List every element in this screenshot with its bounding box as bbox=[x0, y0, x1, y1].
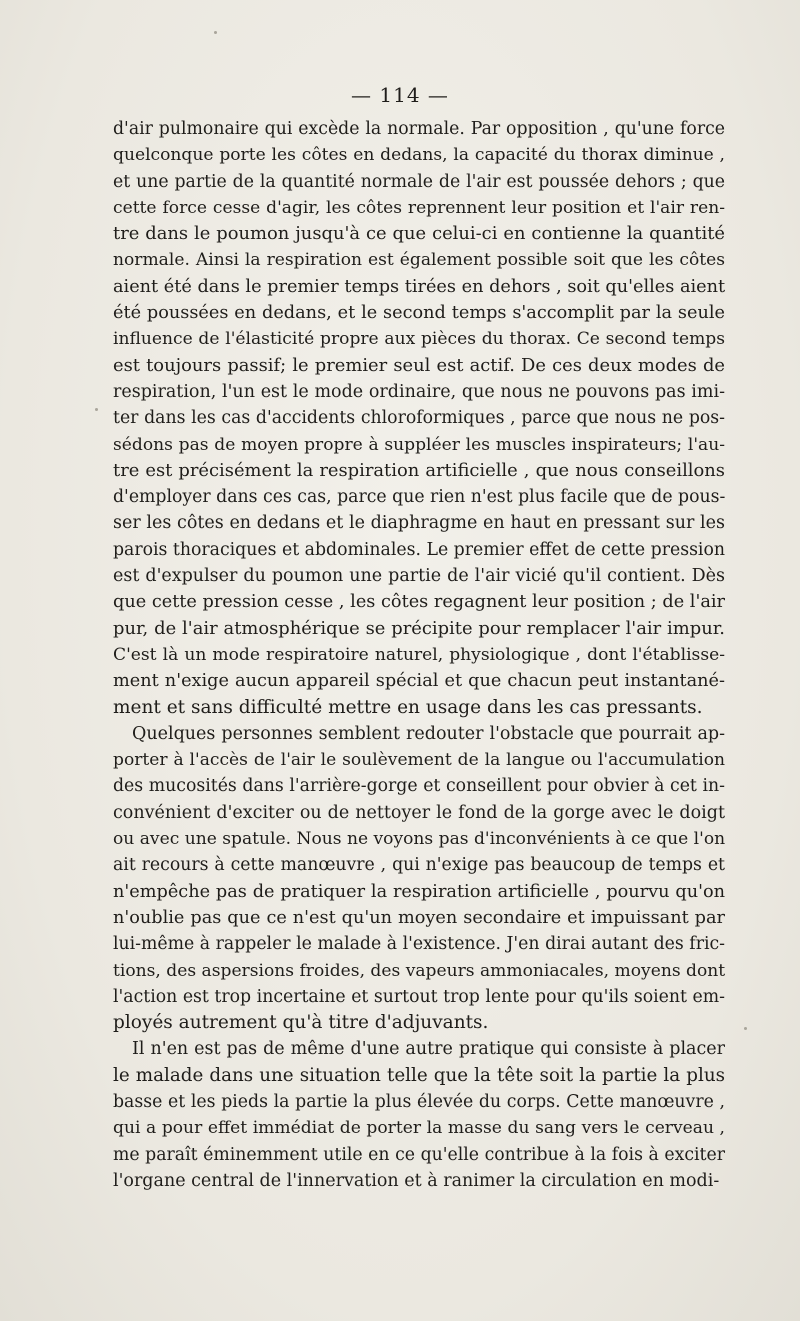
text-line: respiration, l'un est le mode ordinaire, que nous ne pouvons pas imi- bbox=[113, 381, 725, 402]
text-line: convénient d'exciter ou de nettoyer le fond de la gorge avec le doigt bbox=[113, 802, 725, 823]
text-line: le malade dans une situation telle que la tête soit la partie la plus bbox=[113, 1064, 725, 1086]
text-line: ment et sans difficulté mettre en usage dans les cas pressants. bbox=[113, 696, 703, 718]
text-line: tions, des aspersions froides, des vapeurs ammoniacales, moyens dont bbox=[113, 960, 726, 981]
text-line: me paraît éminemment utile en ce qu'elle contribue à la fois à exciter bbox=[113, 1144, 725, 1165]
paper-speck bbox=[744, 1027, 747, 1030]
text-line: parois thoraciques et abdominales. Le premier effet de cette pression bbox=[113, 539, 725, 560]
text-line: n'oublie pas que ce n'est qu'un moyen secondaire et impuissant par bbox=[113, 907, 725, 928]
text-line: ployés autrement qu'à titre d'adjuvants. bbox=[113, 1012, 489, 1034]
text-line: Quelques personnes semblent redouter l'obstacle que pourrait ap- bbox=[132, 723, 725, 744]
text-line: pur, de l'air atmosphérique se précipite pour remplacer l'air impur. bbox=[113, 617, 725, 639]
text-line: tre dans le poumon jusqu'à ce que celui-ci en contienne la quantité bbox=[113, 223, 725, 245]
text-line: d'air pulmonaire qui excède la normale. Par opposition , qu'une force bbox=[113, 119, 725, 139]
text-line: tre est précisément la respiration artificielle , que nous conseillons bbox=[113, 459, 725, 481]
text-line: est toujours passif; le premier seul est actif. De ces deux modes de bbox=[113, 354, 725, 376]
text-line: n'empêche pas de pratiquer la respiration artificielle , pourvu qu'on bbox=[113, 881, 725, 902]
text-line: normale. Ainsi la respiration est également possible soit que les côtes bbox=[113, 250, 725, 271]
text-line: d'employer dans ces cas, parce que rien n'est plus facile que de pous- bbox=[113, 487, 726, 508]
text-line: influence de l'élasticité propre aux pièces du thorax. Ce second temps bbox=[113, 329, 725, 350]
text-line: l'action est trop incertaine et surtout trop lente pour qu'ils soient em- bbox=[113, 986, 725, 1007]
body-text bbox=[113, 116, 725, 1194]
text-line: et une partie de la quantité normale de l'air est poussée dehors ; que bbox=[113, 171, 725, 192]
text-line: basse et les pieds la partie la plus élevée du corps. Cette manœuvre , bbox=[113, 1091, 725, 1112]
text-line: ou avec une spatule. Nous ne voyons pas d'inconvénients à ce que l'on bbox=[113, 829, 726, 850]
text-line: ser les côtes en dedans et le diaphragme en haut en pressant sur les bbox=[113, 513, 725, 534]
text-line: lui-même à rappeler le malade à l'existence. J'en dirai autant des fric- bbox=[113, 934, 725, 955]
text-line: été poussées en dedans, et le second temps s'accomplit par la seule bbox=[113, 303, 725, 324]
text-line: des mucosités dans l'arrière-gorge et conseillent pour obvier à cet in- bbox=[113, 776, 725, 797]
text-line: ter dans les cas d'accidents chloroformiques , parce que nous ne pos- bbox=[113, 408, 725, 429]
text-line: Il n'en est pas de même d'une autre pratique qui consiste à placer bbox=[132, 1039, 725, 1060]
text-line: sédons pas de moyen propre à suppléer les muscles inspirateurs; l'au- bbox=[113, 434, 725, 455]
text-line: quelconque porte les côtes en dedans, la capacité du thorax diminue , bbox=[113, 145, 725, 166]
text-line: ment n'exige aucun appareil spécial et que chacun peut instantané- bbox=[113, 671, 725, 692]
text-line: ait recours à cette manœuvre , qui n'exige pas beaucoup de temps et bbox=[113, 855, 725, 876]
text-line: l'organe central de l'innervation et à ranimer la circulation en modi- bbox=[113, 1170, 720, 1191]
text-line: C'est là un mode respiratoire naturel, physiologique , dont l'établisse- bbox=[113, 644, 725, 665]
text-line: qui a pour effet immédiat de porter la masse du sang vers le cerveau , bbox=[113, 1118, 725, 1139]
paper-speck bbox=[95, 408, 98, 411]
text-line: cette force cesse d'agir, les côtes reprennent leur position et l'air ren- bbox=[113, 197, 725, 218]
text-line: aient été dans le premier temps tirées en dehors , soit qu'elles aient bbox=[113, 276, 726, 297]
paper-speck bbox=[214, 31, 217, 34]
page-number: — 114 — bbox=[351, 83, 449, 107]
text-line: que cette pression cesse , les côtes regagnent leur position ; de l'air bbox=[113, 592, 725, 613]
text-line: porter à l'accès de l'air le soulèvement de la langue ou l'accumulation bbox=[113, 750, 725, 771]
text-line: est d'expulser du poumon une partie de l'air vicié qu'il contient. Dès bbox=[113, 566, 725, 587]
